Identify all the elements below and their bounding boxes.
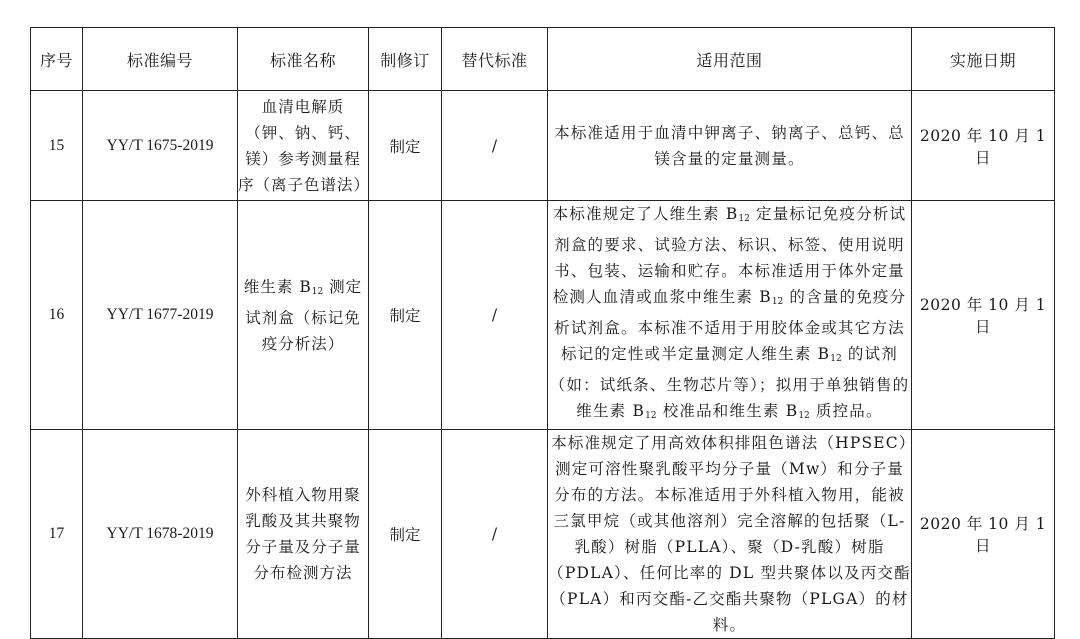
header-name: 标准名称 [238,28,369,91]
header-seq: 序号 [31,28,83,91]
cell-code: YY/T 1675-2019 [83,91,238,201]
table-row [31,201,1055,430]
cell-scope: 本标准规定了人维生素 $B_{12}$ 定量标记免疫分析试剂盒的要求、试验方法、标识、标签、使用说明书、包装、运输和贮存。本标准适用于体外定量检测人血清或血浆中维生素 $B_{12}$ 的含量的免疫分析试剂盒。本标准不适用于用胶体金或其它方法标记的定性或半定量测定人维生素 $B_{12}$ 的试剂（如：试纸条、生物芯片等）；拟用于单独销售的维生素 $B_{12}$ 校准品和维生素 $B_{12}$ 质控品。 [548,201,912,430]
cell-type: 制定 [369,91,442,201]
cell-scope: 本标准适用于血清中钾离子、钠离子、总钙、总镁含量的定量测量。 [548,91,912,201]
table-row [31,430,1055,639]
header-date: 实施日期 [912,28,1055,91]
cell-date: 2020 年 10 月 1 日 [912,201,1055,430]
header-code: 标准编号 [83,28,238,91]
cell-code: YY/T 1677-2019 [83,201,238,430]
cell-code: YY/T 1678-2019 [83,430,238,639]
header-replaces: 替代标准 [442,28,548,91]
cell-type: 制定 [369,430,442,639]
header-type: 制修订 [369,28,442,91]
cell-replaces: / [442,201,548,430]
cell-replaces: / [442,430,548,639]
cell-replaces: / [442,91,548,201]
cell-date: 2020 年 10 月 1 日 [912,91,1055,201]
cell-name: 维生素 $B_{12}$ 测定试剂盒（标记免疫分析法） [238,201,369,430]
cell-name: 血清电解质（钾、钠、钙、镁）参考测量程序（离子色谱法） [238,91,369,201]
cell-date: 2020 年 10 月 1 日 [912,430,1055,639]
cell-scope: 本标准规定了用高效体积排阻色谱法（HPSEC）测定可溶性聚乳酸平均分子量（Mw）和分子量分布的方法。本标准适用于外科植入物用，能被三氯甲烷（或其他溶剂）完全溶解的包括聚（L-乳酸）树脂（PLLA）、聚（D-乳酸）树脂（PDLA）、任何比率的 DL 型共聚体以及丙交酯（PLA）和丙交酯-乙交酯共聚物（PLGA）的材料。 [548,430,912,639]
standards-table [30,27,1055,639]
cell-name: 外科植入物用聚乳酸及其共聚物分子量及分子量分布检测方法 [238,430,369,639]
header-scope: 适用范围 [548,28,912,91]
cell-seq: 17 [31,430,83,639]
cell-type: 制定 [369,201,442,430]
table-row [31,91,1055,201]
cell-seq: 15 [31,91,83,201]
header-row [31,28,1055,91]
cell-seq: 16 [31,201,83,430]
